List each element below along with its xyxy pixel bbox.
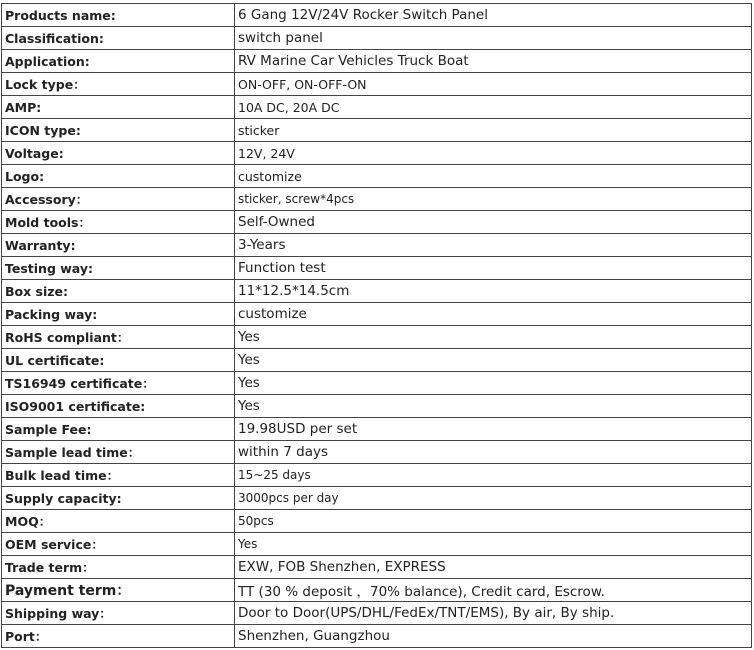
spec-value: sticker <box>235 119 752 142</box>
spec-label: Supply capacity: <box>2 487 235 510</box>
spec-row-bulk-lead-time <box>2 464 752 487</box>
spec-label: ICON type: <box>2 119 235 142</box>
spec-row-ts16949-certificate <box>2 372 752 395</box>
spec-row-oem-service <box>2 533 752 556</box>
spec-row-sample-lead-time <box>2 441 752 464</box>
spec-label: Sample lead time： <box>2 441 235 464</box>
spec-value: EXW, FOB Shenzhen, EXPRESS <box>235 556 752 579</box>
spec-row-payment-term <box>2 579 752 602</box>
spec-value: Yes <box>235 372 752 395</box>
spec-value: 6 Gang 12V/24V Rocker Switch Panel <box>235 4 752 27</box>
spec-row-amp <box>2 96 752 119</box>
spec-label: Port： <box>2 625 235 648</box>
spec-label: Payment term： <box>2 579 235 602</box>
spec-label: RoHS compliant： <box>2 326 235 349</box>
spec-value: sticker, screw*4pcs <box>235 188 752 211</box>
spec-label: Application: <box>2 50 235 73</box>
spec-label: Testing way: <box>2 257 235 280</box>
spec-value: Door to Door(UPS/DHL/FedEx/TNT/EMS), By air, By ship. <box>235 602 752 625</box>
spec-label: Trade term： <box>2 556 235 579</box>
spec-label: MOQ： <box>2 510 235 533</box>
spec-row-trade-term <box>2 556 752 579</box>
spec-row-voltage <box>2 142 752 165</box>
spec-value: 19.98USD per set <box>235 418 752 441</box>
spec-row-icon-type <box>2 119 752 142</box>
spec-label: Packing way: <box>2 303 235 326</box>
spec-value: Yes <box>235 326 752 349</box>
spec-label: TS16949 certificate： <box>2 372 235 395</box>
spec-row-ul-certificate <box>2 349 752 372</box>
spec-value: customize <box>235 165 752 188</box>
spec-label: Classification: <box>2 27 235 50</box>
spec-label: Warranty: <box>2 234 235 257</box>
spec-value: 15~25 days <box>235 464 752 487</box>
spec-label: Logo: <box>2 165 235 188</box>
spec-value: Yes <box>235 395 752 418</box>
spec-row-classification <box>2 27 752 50</box>
spec-label: Accessory： <box>2 188 235 211</box>
spec-label: Box size: <box>2 280 235 303</box>
spec-value: 3000pcs per day <box>235 487 752 510</box>
spec-row-iso9001-certificate <box>2 395 752 418</box>
spec-label: Voltage: <box>2 142 235 165</box>
spec-row-warranty <box>2 234 752 257</box>
spec-value: Shenzhen, Guangzhou <box>235 625 752 648</box>
spec-value: RV Marine Car Vehicles Truck Boat <box>235 50 752 73</box>
spec-row-packing-way <box>2 303 752 326</box>
spec-label: OEM service： <box>2 533 235 556</box>
spec-row-shipping-way <box>2 602 752 625</box>
spec-label: Products name: <box>2 4 235 27</box>
spec-value: 12V, 24V <box>235 142 752 165</box>
spec-value: ON-OFF, ON-OFF-ON <box>235 73 752 96</box>
spec-value: customize <box>235 303 752 326</box>
spec-label: Bulk lead time： <box>2 464 235 487</box>
spec-row-application <box>2 50 752 73</box>
spec-value: Self-Owned <box>235 211 752 234</box>
product-spec-table <box>1 3 752 648</box>
spec-label: Sample Fee: <box>2 418 235 441</box>
spec-label: Shipping way： <box>2 602 235 625</box>
spec-label: UL certificate: <box>2 349 235 372</box>
spec-value: Yes <box>235 533 752 556</box>
spec-label: AMP: <box>2 96 235 119</box>
spec-row-port <box>2 625 752 648</box>
spec-row-testing-way <box>2 257 752 280</box>
spec-row-moq <box>2 510 752 533</box>
spec-row-sample-fee <box>2 418 752 441</box>
spec-value: Function test <box>235 257 752 280</box>
spec-value: within 7 days <box>235 441 752 464</box>
spec-label: ISO9001 certificate: <box>2 395 235 418</box>
spec-row-supply-capacity <box>2 487 752 510</box>
spec-value: 11*12.5*14.5cm <box>235 280 752 303</box>
spec-value: 3-Years <box>235 234 752 257</box>
spec-row-logo <box>2 165 752 188</box>
spec-label: Lock type： <box>2 73 235 96</box>
spec-value: Yes <box>235 349 752 372</box>
spec-value: 50pcs <box>235 510 752 533</box>
spec-value: 10A DC, 20A DC <box>235 96 752 119</box>
spec-row-accessory <box>2 188 752 211</box>
spec-value: switch panel <box>235 27 752 50</box>
spec-row-lock-type <box>2 73 752 96</box>
spec-value: TT (30 % deposit ，70% balance), Credit card, Escrow. <box>235 579 752 602</box>
spec-row-rohs-compliant <box>2 326 752 349</box>
spec-row-products-name <box>2 4 752 27</box>
spec-label: Mold tools： <box>2 211 235 234</box>
spec-row-box-size <box>2 280 752 303</box>
spec-row-mold-tools <box>2 211 752 234</box>
